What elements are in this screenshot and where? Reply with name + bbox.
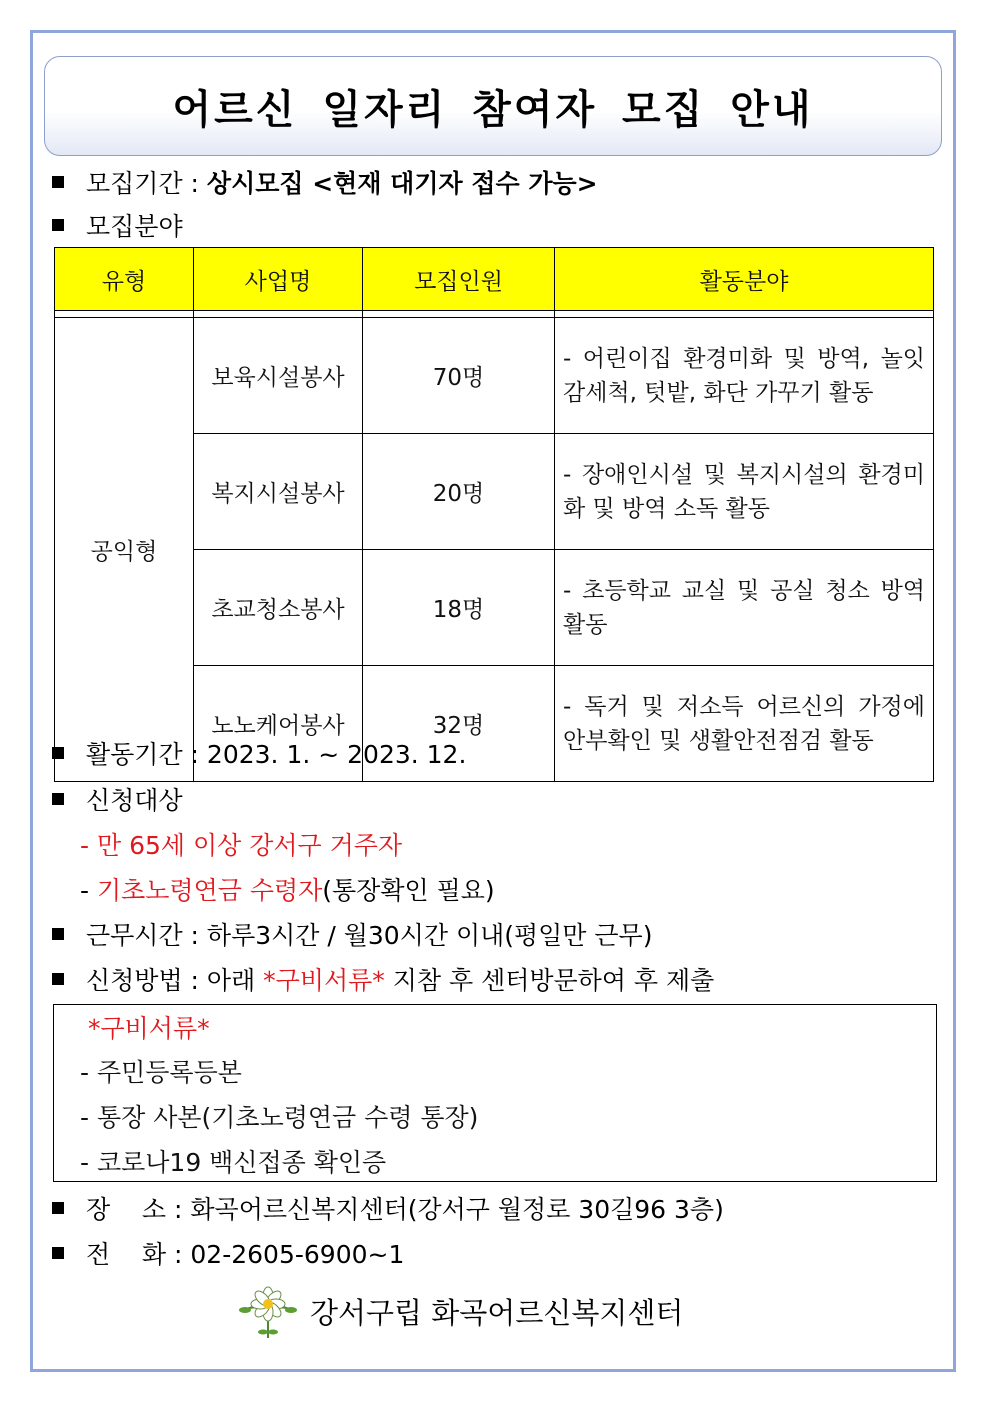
table-header-row bbox=[55, 248, 934, 311]
document-item: - 코로나19 백신접종 확인증 bbox=[80, 1148, 387, 1177]
bullet-icon bbox=[52, 973, 64, 985]
activity-period-value: 2023. 1. ~ 2023. 12. bbox=[206, 740, 467, 769]
documents-title: *구비서류* bbox=[88, 1014, 210, 1043]
footer bbox=[236, 1282, 683, 1340]
name-cell: 노노케어봉사 bbox=[194, 666, 363, 782]
apply-method bbox=[52, 961, 714, 997]
footer-org-name: 강서구립 화곡어르신복지센터 bbox=[310, 1295, 684, 1330]
count-cell: 70명 bbox=[363, 318, 555, 434]
bullet-icon bbox=[52, 1247, 64, 1259]
title-box bbox=[44, 56, 942, 156]
apply-method-docs: *구비서류* bbox=[263, 966, 385, 995]
count-cell: 18명 bbox=[363, 550, 555, 666]
activity-cell: - 초등학교 교실 및 공실 청소 방역활동 bbox=[555, 550, 934, 666]
header-name: 사업명 bbox=[194, 248, 363, 311]
page-title: 어르신 일자리 참여자 모집 안내 bbox=[172, 86, 814, 133]
place-label: 장 소 : bbox=[86, 1195, 191, 1224]
count-cell: 32명 bbox=[363, 666, 555, 782]
name-cell: 복지시설봉사 bbox=[194, 434, 363, 550]
count-cell: 20명 bbox=[363, 434, 555, 550]
place bbox=[52, 1190, 724, 1226]
apply-method-label: 신청방법 : bbox=[86, 966, 207, 995]
activity-cell: - 어린이집 환경미화 및 방역, 놀잇감세척, 텃밭, 화단 가꾸기 활동 bbox=[555, 318, 934, 434]
work-hours bbox=[52, 916, 652, 952]
recruit-field-label: 모집분야 bbox=[86, 212, 183, 241]
apply-method-pre: 아래 bbox=[206, 966, 264, 995]
document-item: - 통장 사본(기초노령연금 수령 통장) bbox=[80, 1103, 479, 1132]
header-type: 유형 bbox=[55, 248, 194, 311]
eligibility-item-pension bbox=[80, 871, 495, 907]
apply-method-post: 지참 후 센터방문하여 후 제출 bbox=[384, 966, 715, 995]
eligibility bbox=[52, 781, 183, 817]
flower-logo-icon bbox=[236, 1282, 300, 1340]
type-cell: 공익형 bbox=[55, 318, 194, 782]
recruit-period-label: 모집기간 : bbox=[86, 169, 207, 198]
activity-cell: - 독거 및 저소득 어르신의 가정에 안부확인 및 생활안전점검 활동 bbox=[555, 666, 934, 782]
bullet-icon bbox=[52, 219, 64, 231]
name-cell: 보육시설봉사 bbox=[194, 318, 363, 434]
bullet-icon bbox=[52, 928, 64, 940]
phone-label: 전 화 : bbox=[86, 1240, 191, 1269]
table-row bbox=[55, 318, 934, 434]
phone-value: 02-2605-6900~1 bbox=[190, 1240, 405, 1269]
eligibility-pension-note: (통장확인 필요) bbox=[322, 876, 495, 905]
recruit-period bbox=[52, 164, 598, 200]
bullet-icon bbox=[52, 793, 64, 805]
work-hours-value: 하루3시간 / 월30시간 이내(평일만 근무) bbox=[206, 921, 653, 950]
bullet-icon bbox=[52, 747, 64, 759]
table-gap-row bbox=[55, 311, 934, 318]
eligibility-label: 신청대상 bbox=[86, 786, 183, 815]
document-item: - 주민등록등본 bbox=[80, 1058, 242, 1087]
bullet-icon bbox=[52, 1202, 64, 1214]
work-hours-label: 근무시간 : bbox=[86, 921, 207, 950]
place-value: 화곡어르신복지센터(강서구 월정로 30길96 3층) bbox=[190, 1195, 724, 1224]
activity-period bbox=[52, 735, 466, 771]
bullet-icon bbox=[52, 176, 64, 188]
recruit-table bbox=[54, 247, 934, 782]
eligibility-pension-text: 기초노령연금 수령자 bbox=[96, 876, 323, 905]
header-activity: 활동분야 bbox=[555, 248, 934, 311]
activity-period-label: 활동기간 : bbox=[86, 740, 207, 769]
phone bbox=[52, 1235, 404, 1271]
name-cell: 초교청소봉사 bbox=[194, 550, 363, 666]
recruit-period-value: 상시모집 <현재 대기자 접수 가능> bbox=[206, 169, 598, 198]
eligibility-item-age: - 만 65세 이상 강서구 거주자 bbox=[80, 831, 403, 860]
header-count: 모집인원 bbox=[363, 248, 555, 311]
recruit-field bbox=[52, 207, 183, 243]
activity-cell: - 장애인시설 및 복지시설의 환경미화 및 방역 소독 활동 bbox=[555, 434, 934, 550]
eligibility-dash: - bbox=[80, 876, 97, 905]
